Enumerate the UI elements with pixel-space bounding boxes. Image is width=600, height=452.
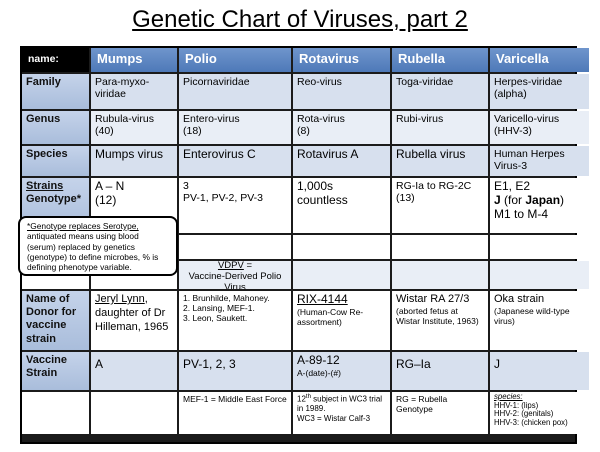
- vaccine-varicella: J: [490, 352, 589, 390]
- vaccine-rubella: RG–Ia: [392, 352, 488, 390]
- donor-varicella-name: Oka strain: [494, 293, 545, 305]
- notes-varicella-line-2: HHV-2: (genitals): [494, 409, 554, 419]
- donor-rubella-name: Wistar RA 27/3: [396, 293, 470, 305]
- strains-varicella-e: E1, E2: [494, 179, 531, 193]
- species-mumps: Mumps virus: [91, 146, 177, 176]
- genotype-callout: [18, 216, 178, 276]
- genus-rubella: Rubi-virus: [392, 111, 488, 144]
- strains-mumps: A – N (12): [91, 178, 177, 233]
- notes-rubella: RG = Rubella Genotype: [392, 392, 488, 434]
- donor-rubella-detail: (aborted fetus at Wistar Institute, 1963): [396, 305, 479, 326]
- blank-polio-cell: [179, 235, 291, 259]
- row-header-family: Family: [22, 74, 89, 109]
- genus-mumps: Rubula-virus (40): [91, 111, 177, 144]
- strains-varicella-for: (for: [500, 192, 526, 207]
- donor-rubella: [392, 291, 488, 350]
- vaccine-rota-sub: A-(date)-(#): [297, 367, 341, 378]
- strains-varicella-japan: Japan: [525, 192, 561, 207]
- vaccine-rota-main: A-89-12: [297, 353, 340, 367]
- species-varicella: Human Herpes Virus-3: [490, 146, 589, 176]
- family-varicella: Herpes-viridae (alpha): [490, 74, 589, 109]
- strains-polio: [179, 178, 291, 233]
- column-header-rotavirus: Rotavirus: [293, 48, 390, 72]
- notes-rotavirus: [293, 392, 390, 434]
- strains-varicella-j: J: [494, 192, 501, 207]
- notes-rota-text: subject in WC3 trial in 1989. WC3 = Wistar Calf-3: [297, 394, 383, 423]
- notes-polio: MEF-1 = Middle East Force: [179, 392, 291, 434]
- strains-polio-count: 3: [183, 180, 189, 192]
- notes-varicella: [490, 392, 589, 434]
- blank-rota-cell-1: [293, 235, 390, 259]
- donor-polio: [179, 291, 291, 350]
- genus-varicella: Varicello-virus (HHV-3): [490, 111, 589, 144]
- genus-rotavirus: Rota-virus (8): [293, 111, 390, 144]
- vdpv-note: [179, 261, 291, 289]
- notes-varicella-head: species:: [494, 392, 523, 401]
- notes-varicella-line-3: HHV-3: (chicken pox): [494, 418, 568, 428]
- family-rotavirus: Reo-virus: [293, 74, 390, 109]
- species-rubella: Rubella virus: [392, 146, 488, 176]
- notes-rota-number: 12: [297, 394, 306, 404]
- row-header-species: Species: [22, 146, 89, 176]
- family-polio: Picornaviridae: [179, 74, 291, 109]
- vaccine-rotavirus: [293, 352, 390, 390]
- genus-polio: Entero-virus (18): [179, 111, 291, 144]
- strains-polio-list: PV-1, PV-2, PV-3: [183, 192, 263, 205]
- strains-varicella-close: ): [560, 192, 565, 207]
- blank-rota-cell-2: [293, 261, 390, 289]
- column-header-polio: Polio: [179, 48, 291, 72]
- notes-mumps-cell: [91, 392, 177, 434]
- donor-polio-line-1: 1. Brunhilde, Mahoney.: [183, 293, 270, 303]
- page-title: Genetic Chart of Viruses, part 2: [132, 6, 468, 33]
- callout-body: antiquated means using blood (serum) replaced by genetics (genotype) to define microbes, % is defining phenotype variable.: [27, 231, 159, 272]
- family-mumps: Para-myxo-viridae: [91, 74, 177, 109]
- notes-varicella-line-1: HHV-1: (lips): [494, 400, 539, 410]
- strains-varicella-m: M1 to M-4: [494, 206, 549, 221]
- row-header-genus: Genus: [22, 111, 89, 144]
- column-header-rubella: Rubella: [392, 48, 488, 72]
- donor-varicella-detail: (Japanese wild-type virus): [494, 305, 570, 326]
- column-header-varicella: Varicella: [490, 48, 589, 72]
- donor-mumps-name: Jeryl Lynn: [95, 293, 145, 305]
- donor-mumps-detail: , daughter of Dr Hilleman, 1965: [95, 293, 169, 333]
- family-rubella: Toga-viridae: [392, 74, 488, 109]
- notes-rota-suffix: th: [305, 394, 311, 400]
- genotype-label: Genotype*: [26, 192, 82, 205]
- strains-rubella: RG-Ia to RG-2C (13): [392, 178, 488, 233]
- donor-rotavirus: [293, 291, 390, 350]
- vaccine-polio: PV-1, 2, 3: [179, 352, 291, 390]
- callout-heading: *Genotype replaces Serotype,: [27, 221, 139, 231]
- blank-rubella-cell-1: [392, 235, 488, 259]
- blank-rubella-cell-2: [392, 261, 488, 289]
- strains-varicella: [490, 178, 589, 233]
- vaccine-mumps: A: [91, 352, 177, 390]
- donor-rota-name: RIX-4144: [297, 292, 348, 306]
- donor-polio-line-3: 3. Leon, Saukett.: [183, 313, 248, 324]
- blank-varicella-cell-2: [490, 261, 589, 289]
- corner-label: name:: [22, 48, 89, 72]
- donor-polio-line-2: 2. Lansing, MEF-1.: [183, 303, 255, 314]
- donor-rota-detail: (Human-Cow Re-assortment): [297, 306, 364, 327]
- donor-varicella: [490, 291, 589, 350]
- row-header-donor: Name of Donor for vaccine strain: [22, 291, 89, 350]
- strains-label: Strains: [26, 180, 64, 192]
- row-header-vaccine: Vaccine Strain: [22, 352, 89, 390]
- vdpv-eq: =: [243, 261, 253, 271]
- notes-label-cell: [22, 392, 89, 434]
- strains-rotavirus: 1,000s countless: [293, 178, 390, 233]
- column-header-mumps: Mumps: [91, 48, 177, 72]
- vdpv-abbr: VDPV: [217, 261, 244, 271]
- donor-mumps: [91, 291, 177, 350]
- vdpv-expansion: Vaccine-Derived Polio Virus: [188, 270, 282, 289]
- species-polio: Enterovirus C: [179, 146, 291, 176]
- blank-varicella-cell-1: [490, 235, 589, 259]
- species-rotavirus: Rotavirus A: [293, 146, 390, 176]
